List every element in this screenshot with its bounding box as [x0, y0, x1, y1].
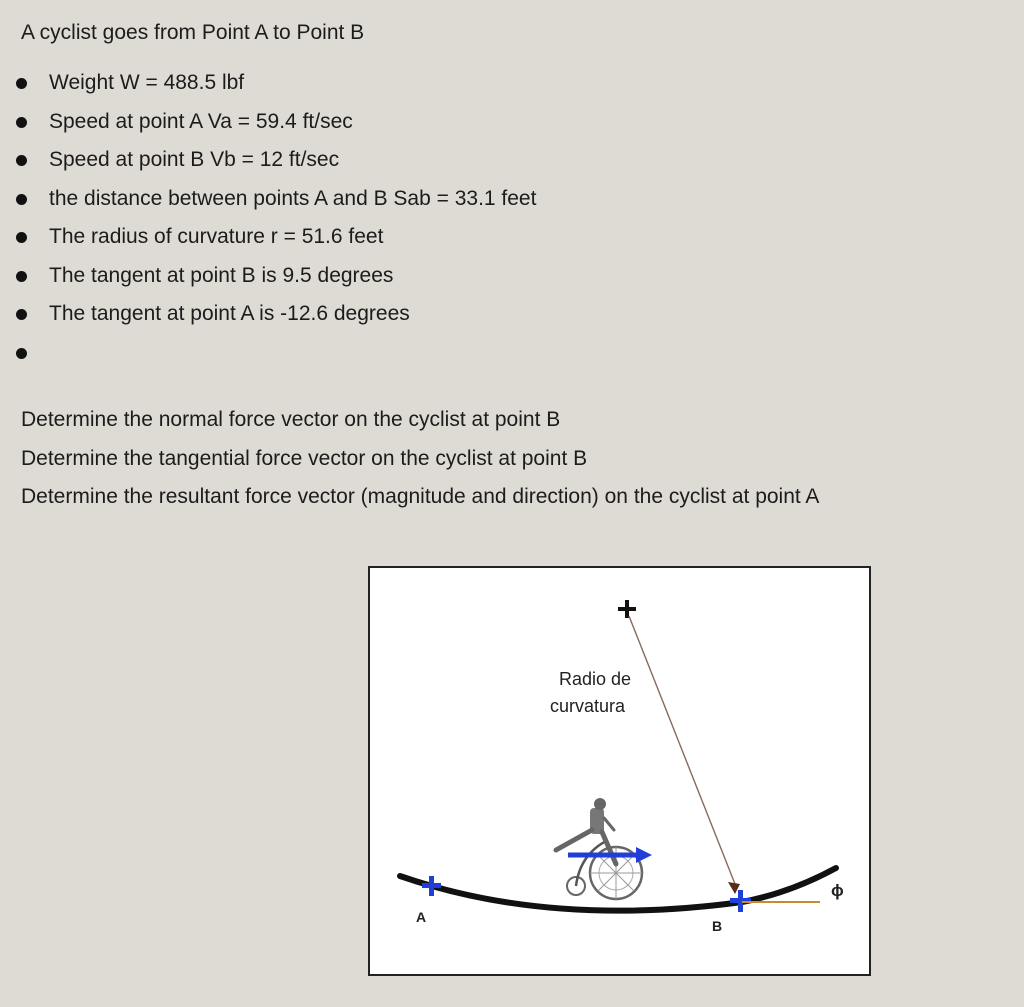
questions-block [21, 405, 819, 521]
list-item [0, 107, 536, 146]
list-item [0, 145, 536, 184]
list-item-text: Weight W = 488.5 lbf [49, 71, 245, 94]
center-of-curvature-marker [618, 600, 636, 618]
bullet-dot [16, 117, 27, 128]
bullet-dot [16, 194, 27, 205]
list-item-text: Speed at point B Vb = 12 ft/sec [49, 148, 340, 171]
velocity-arrowhead [636, 847, 652, 863]
bullet-dot [16, 309, 27, 320]
radius-label-line2: curvatura [550, 696, 626, 716]
bullet-dot [16, 232, 27, 243]
figure-canvas [370, 568, 869, 974]
bullet-dot [16, 78, 27, 89]
radius-label-line1: Radio de [559, 669, 632, 689]
list-item-text: Speed at point A Va = 59.4 ft/sec [49, 109, 353, 133]
cyclist-figure [368, 566, 871, 976]
problem-intro: A cyclist goes from Point A to Point B [21, 21, 365, 44]
list-item [0, 261, 536, 300]
angle-phi-label: ϕ [831, 881, 844, 900]
list-item-text: The radius of curvature r = 51.6 feet [49, 225, 384, 248]
list-item-empty [0, 338, 536, 377]
point-a-marker [422, 876, 441, 896]
bullet-dot [16, 271, 27, 282]
point-b-label: B [712, 918, 723, 934]
radius-line [629, 616, 735, 884]
list-item [0, 222, 536, 261]
bullet-dot [16, 348, 27, 359]
list-item-text: The tangent at point B is 9.5 degrees [49, 263, 394, 287]
cyclist-illustration [556, 798, 642, 899]
list-item [0, 184, 536, 223]
list-item [0, 68, 536, 107]
given-values-list [0, 68, 536, 376]
question-normal-force: Determine the normal force vector on the cyclist at point B [21, 408, 561, 431]
list-item-text: the distance between points A and B Sab = 33.1 feet [49, 186, 537, 210]
point-a-label: A [416, 909, 427, 925]
list-item [0, 299, 536, 338]
question-resultant-force: Determine the resultant force vector (magnitude and direction) on the cyclist at point A [21, 485, 820, 509]
list-item-text: The tangent at point A is -12.6 degrees [49, 302, 410, 325]
question-tangential-force: Determine the tangential force vector on the cyclist at point B [21, 446, 588, 470]
bullet-dot [16, 155, 27, 166]
